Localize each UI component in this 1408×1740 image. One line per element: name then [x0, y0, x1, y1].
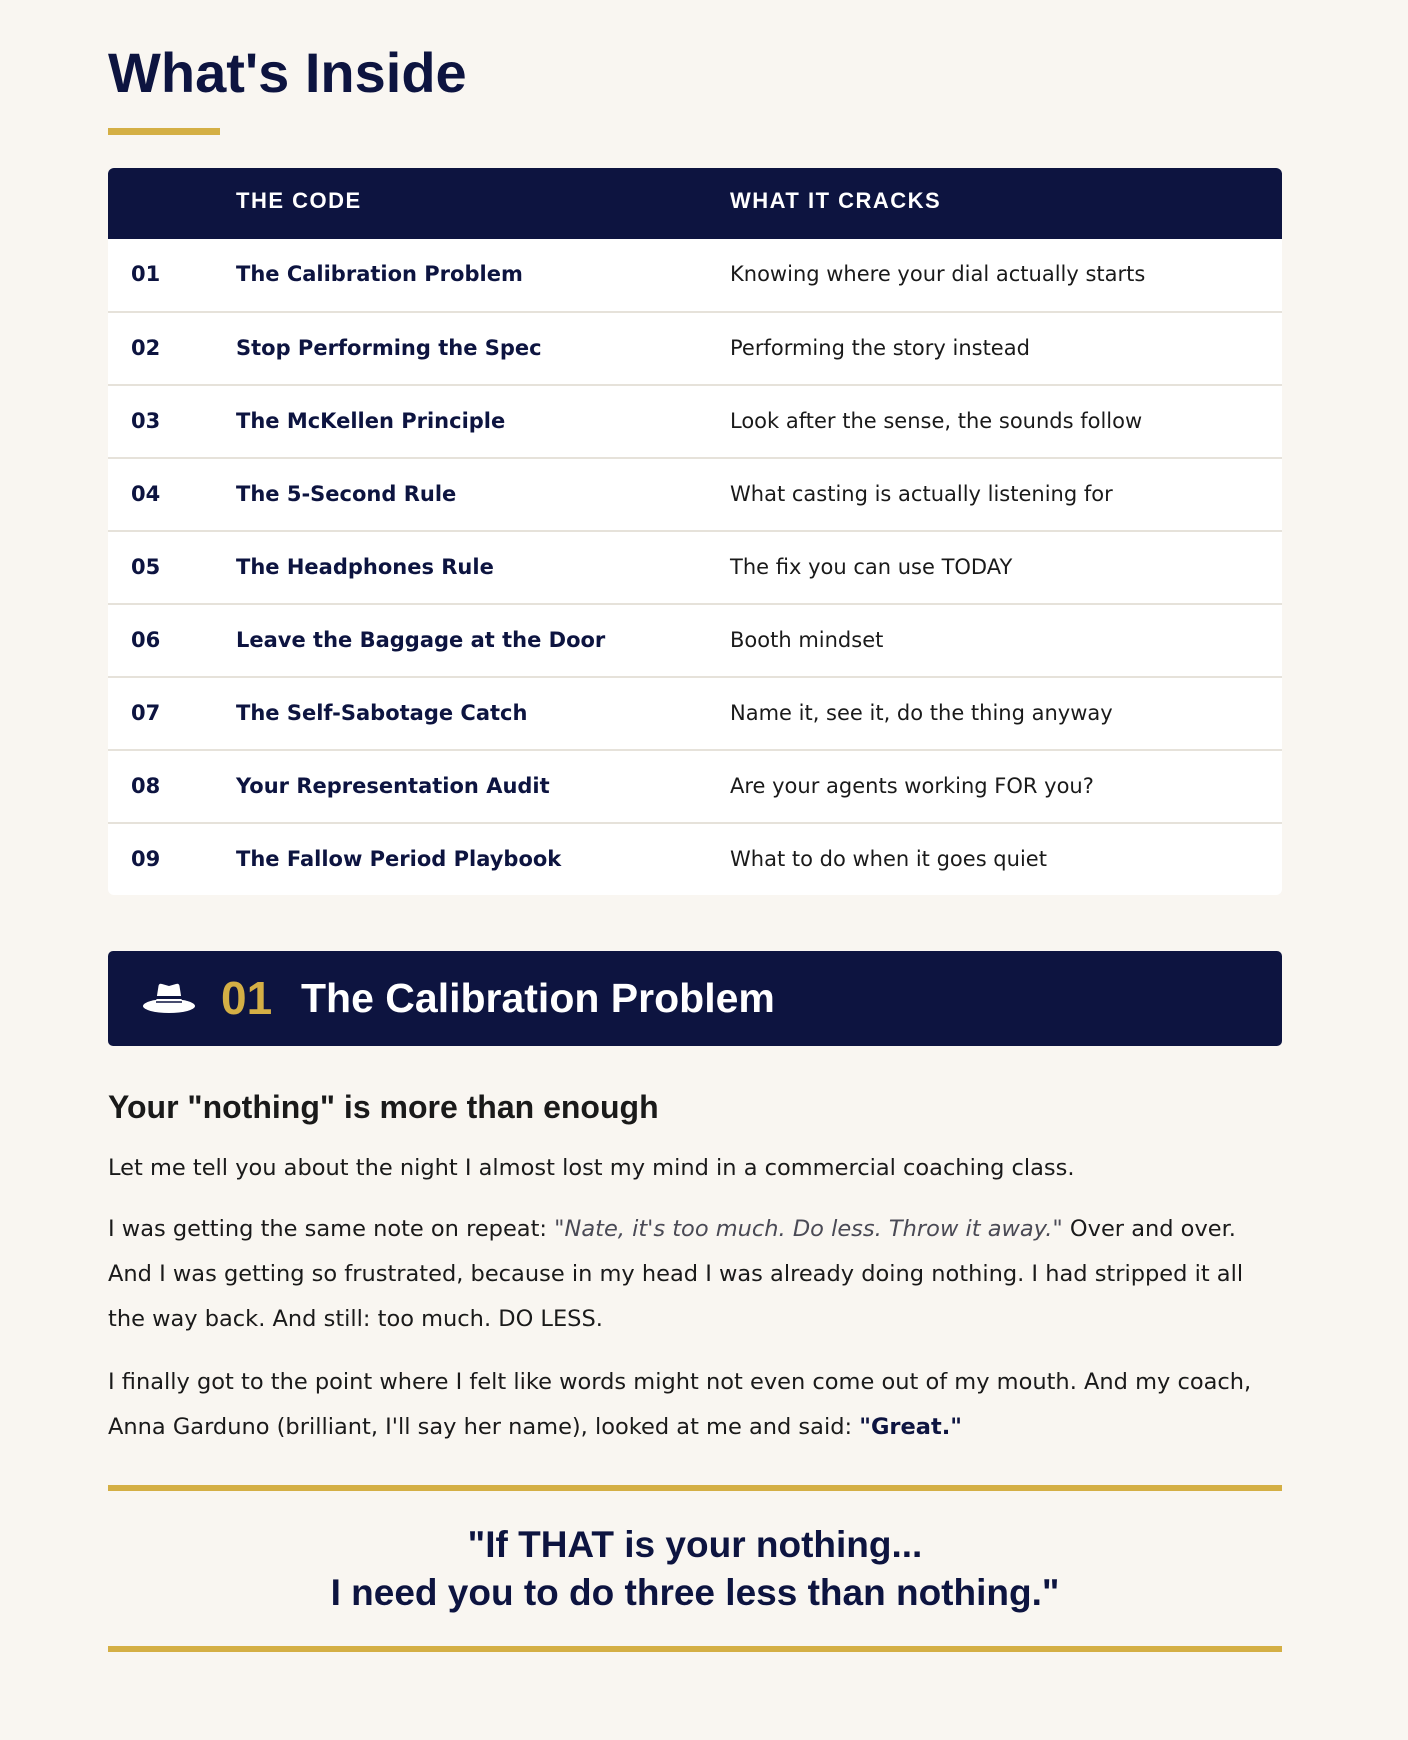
row-number: 09: [131, 847, 161, 871]
table-row: [108, 749, 1282, 822]
table-row: [108, 239, 1282, 311]
table-row: [108, 603, 1282, 676]
body-paragraph: [108, 1207, 1282, 1342]
row-code: The Calibration Problem: [236, 262, 523, 286]
title-underline: [108, 128, 220, 135]
row-cracks: What casting is actually listening for: [730, 482, 1113, 506]
inline-quote: "Nate, it's too much. Do less. Throw it away.": [554, 1216, 1063, 1242]
column-header-cracks: WHAT IT CRACKS: [730, 188, 942, 213]
row-cracks: What to do when it goes quiet: [730, 847, 1047, 871]
row-number: 04: [131, 482, 161, 506]
row-code: The 5-Second Rule: [236, 482, 457, 506]
table-row: [108, 311, 1282, 384]
paragraph-text: I finally got to the point where I felt like words might not even come out of my mouth. And my coach, Anna Garduno (brilliant, I'll say her name), looked at me and said:: [108, 1369, 1252, 1440]
table-row: [108, 676, 1282, 749]
row-cracks: Knowing where your dial actually starts: [730, 262, 1146, 286]
row-code: Stop Performing the Spec: [236, 336, 542, 360]
row-code: The Self-Sabotage Catch: [236, 701, 528, 725]
hat-icon: [142, 980, 196, 1016]
pull-quote-line: "If THAT is your nothing...: [467, 1524, 923, 1565]
row-number: 02: [131, 336, 161, 360]
row-cracks: Name it, see it, do the thing anyway: [730, 701, 1113, 725]
table-row: [108, 530, 1282, 603]
row-cracks: Booth mindset: [730, 628, 884, 652]
section-number: 01: [221, 972, 273, 1024]
row-number: 08: [131, 774, 161, 798]
table-body: [108, 239, 1282, 895]
section-title: The Calibration Problem: [301, 975, 775, 1021]
row-cracks: Look after the sense, the sounds follow: [730, 409, 1143, 433]
table-row: [108, 457, 1282, 530]
table-row: [108, 384, 1282, 457]
body-paragraph: [108, 1360, 1282, 1450]
emphasis-text: "Great.": [859, 1414, 962, 1440]
contents-table: [108, 168, 1282, 895]
row-number: 05: [131, 555, 161, 579]
row-cracks: Are your agents working FOR you?: [730, 774, 1094, 798]
row-number: 07: [131, 701, 161, 725]
row-number: 03: [131, 409, 161, 433]
page-title: What's Inside: [108, 41, 467, 104]
row-number: 06: [131, 628, 161, 652]
row-number: 01: [131, 262, 161, 286]
row-cracks: The fix you can use TODAY: [730, 555, 1013, 579]
row-code: Leave the Baggage at the Door: [236, 628, 606, 652]
row-code: The McKellen Principle: [236, 409, 506, 433]
section-subheading: Your "nothing" is more than enough: [108, 1089, 659, 1125]
row-cracks: Performing the story instead: [730, 336, 1030, 360]
body-paragraph: Let me tell you about the night I almost lost my mind in a commercial coaching class.: [108, 1155, 1075, 1181]
pull-quote-line: I need you to do three less than nothing.": [330, 1572, 1060, 1613]
row-code: The Fallow Period Playbook: [236, 847, 562, 871]
pull-quote: [108, 1521, 1282, 1617]
quote-bottom-rule: [108, 1646, 1282, 1652]
row-code: Your Representation Audit: [236, 774, 550, 798]
table-header: [108, 168, 1282, 239]
paragraph-text: Over and over. And I was getting so frustrated, because in my head I was already doing nothing. I had stripped it all the way back. And still: too much. DO LESS.: [108, 1216, 1244, 1332]
table-row: [108, 822, 1282, 895]
column-header-code: THE CODE: [236, 188, 362, 213]
row-code: The Headphones Rule: [236, 555, 494, 579]
section-banner: [108, 951, 1282, 1046]
paragraph-text: I was getting the same note on repeat:: [108, 1216, 555, 1242]
quote-top-rule: [108, 1485, 1282, 1491]
